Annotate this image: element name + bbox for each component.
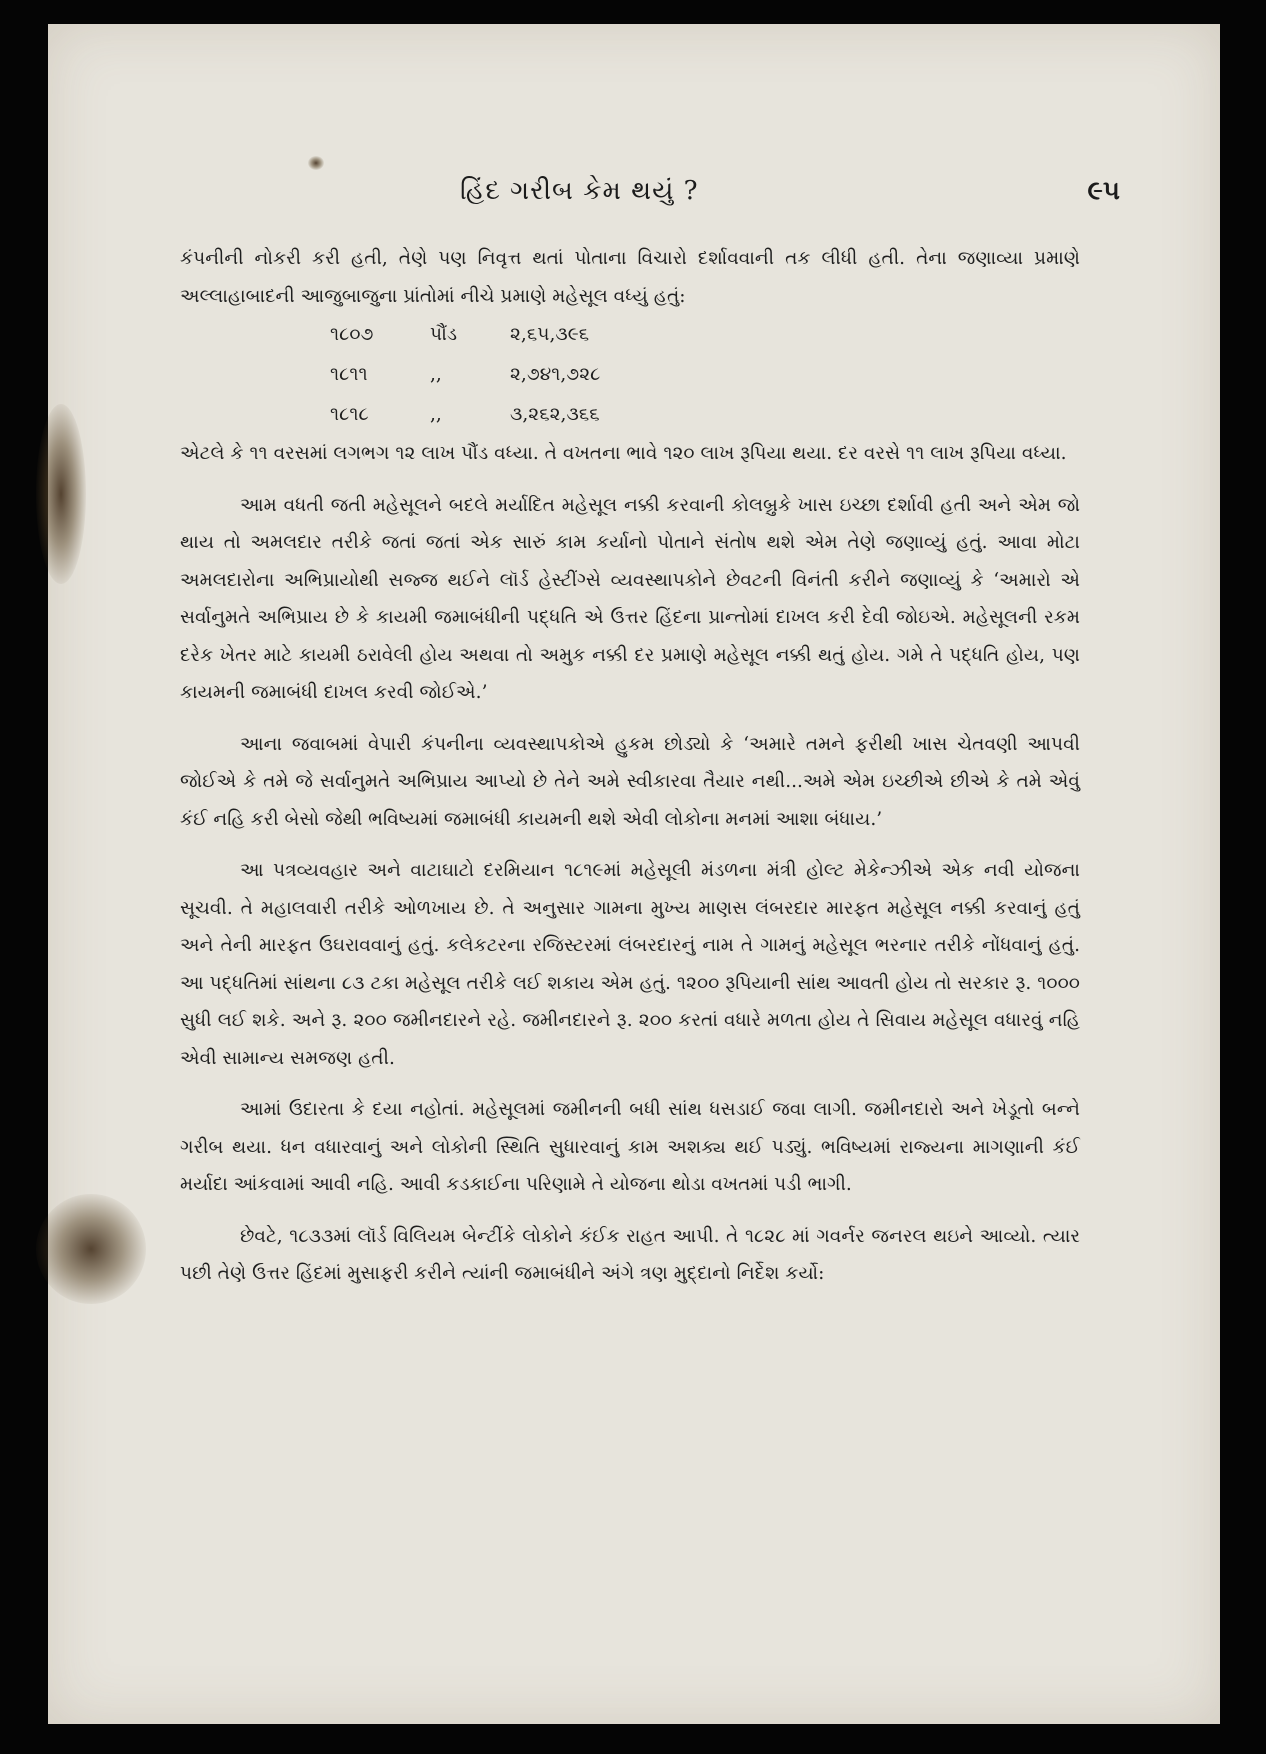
page-header: [180, 170, 1120, 220]
table-cell-unit: ,,: [430, 404, 442, 426]
table-cell-amount: ૨,૭૪૧,૭૨૮: [510, 364, 601, 386]
paragraph: એટલે કે ૧૧ વરસમાં લગભગ ૧૨ લાખ પૌંડ વધ્યા. તે વખતના ભાવે ૧૨૦ લાખ રૂપિયા થયા. દર વરસે ૧૧ લાખ રૂપિયા વધ્યા.: [180, 443, 1067, 464]
paragraph: કંપનીની નોકરી કરી હતી, તેણે પણ નિવૃત્ત થતાં પોતાના વિચારો દર્શાવવાની તક લીધી હતી. તેના જણાવ્યા પ્રમાણે અલ્લાહાબાદની આજુબાજુના પ્રાંતોમાં નીચે પ્રમાણે મહેસૂલ વધ્યું હતું:: [180, 248, 1080, 307]
table-row: [330, 355, 1080, 395]
table-row: [330, 395, 1080, 435]
page-number: ૯૫: [1087, 176, 1120, 206]
page-stain: [36, 1194, 146, 1304]
table-cell-amount: ૨,૬૫,૩૯૬: [510, 324, 590, 346]
table-cell-year: ૧૮૧૮: [330, 404, 369, 426]
paragraph: આમાં ઉદારતા કે દયા નહોતાં. મહેસૂલમાં જમીનની બધી સાંથ ધસડાઈ જવા લાગી. જમીનદારો અને ખેડૂતો બન્ને ગરીબ થયા. ધન વધારવાનું અને લોકોની સ્થિતિ સુધારવાનું કામ અશક્ય થઈ પડ્યું. ભવિષ્યમાં રાજ્યના માગણાની કંઈ મર્યાદા આંકવામાં આવી નહિ. આવી કડકાઈના પરિણામે તે યોજના થોડા વખતમાં પડી ભાગી.: [180, 1099, 1080, 1195]
paragraph: આમ વધતી જતી મહેસૂલને બદલે મર્યાદિત મહેસૂલ નક્કી કરવાની કોલબ્રુકે ખાસ ઇચ્છા દર્શાવી હતી અને એમ જો થાય તો અમલદાર તરીકે જતાં જતાં એક સારું કામ કર્યાનો પોતાને સંતોષ થશે એમ તેણે જણાવ્યું હતું. આવા મોટા અમલદારોના અભિપ્રાયોથી સજ્જ થઈને લૉર્ડ હેસ્ટીંગ્સે વ્યવસ્થાપકોને છેવટની વિનંતી કરીને જણાવ્યું કે ‘અમારો એ સર્વાનુમતે અભિપ્રાય છે કે કાયમી જમાબંધીની પદ્ધતિ એ ઉત્તર હિંદના પ્રાન્તોમાં દાખલ કરી દેવી જોઇએ. મહેસૂલની રકમ દરેક ખેતર માટે કાયમી ઠરાવેલી હોય અથવા તો અમુક નક્કી દર પ્રમાણે મહેસૂલ નક્કી થતું હોય. ગમે તે પદ્ધતિ હોય, પણ કાયમની જમાબંધી દાખલ કરવી જોઈએ.’: [180, 494, 1080, 703]
table-cell-unit: ,,: [430, 364, 442, 386]
page-body: [180, 240, 1080, 1293]
paragraph: છેવટે, ૧૮૩૩માં લૉર્ડ વિલિયમ બેન્ટીંકે લોકોને કંઈક રાહત આપી. તે ૧૮૨૮ માં ગવર્નર જનરલ થઇને આવ્યો. ત્યાર પછી તેણે ઉત્તર હિંદમાં મુસાફરી કરીને ત્યાંની જમાબંધીને અંગે ત્રણ મુદ્દાનો નિર્દેશ કર્યો:: [180, 1225, 1080, 1284]
paragraph: આ પત્રવ્યવહાર અને વાટાઘાટો દરમિયાન ૧૮૧૯માં મહેસૂલી મંડળના મંત્રી હોલ્ટ મેકેન્ઝીએ એક નવી યોજના સૂચવી. તે મહાલવારી તરીકે ઓળખાય છે. તે અનુસાર ગામના મુખ્ય માણસ લંબરદાર મારફત મહેસૂલ નક્કી કરવાનું હતું અને તેની મારફત ઉઘરાવવાનું હતું. કલેકટરના રજિસ્ટરમાં લંબરદારનું નામ તે ગામનું મહેસૂલ ભરનાર તરીકે નોંધવાનું હતું. આ પદ્ધતિમાં સાંથના ૮૩ ટકા મહેસૂલ તરીકે લઈ શકાય એમ હતું. ૧૨૦૦ રૂપિયાની સાંથ આવતી હોય તો સરકાર રૂ. ૧૦૦૦ સુધી લઈ શકે. અને રૂ. ૨૦૦ જમીનદારને રહે. જમીનદારને રૂ. ૨૦૦ કરતાં વધારે મળતા હોય તે સિવાય મહેસૂલ વધારવું નહિ એવી સામાન્ય સમજણ હતી.: [180, 860, 1080, 1069]
table-cell-year: ૧૮૦૭: [330, 324, 374, 346]
page-stain: [308, 156, 324, 170]
table-cell-amount: ૩,૨૬૨,૩૬૬: [510, 404, 600, 426]
page-stain: [36, 404, 86, 584]
running-title: હિંદ ગરીબ કેમ થયું ?: [460, 176, 699, 206]
table-row: [330, 315, 1080, 355]
revenue-table: [330, 315, 1080, 435]
table-cell-year: ૧૮૧૧: [330, 364, 368, 386]
table-cell-unit: પૌંડ: [430, 324, 458, 346]
paragraph: આના જવાબમાં વેપારી કંપનીના વ્યવસ્થાપકોએ હુકમ છોડ્યો કે ‘અમારે તમને ફરીથી ખાસ ચેતવણી આપવી જોઈએ કે તમે જે સર્વાનુમતે અભિપ્રાય આપ્યો છે તેને અમે સ્વીકારવા તૈયાર નથી...અમે એમ ઇચ્છીએ છીએ કે તમે એવું કંઈ નહિ કરી બેસો જેથી ભવિષ્યમાં જમાબંધી કાયમની થશે એવી લોકોના મનમાં આશા બંધાય.’: [180, 733, 1080, 830]
